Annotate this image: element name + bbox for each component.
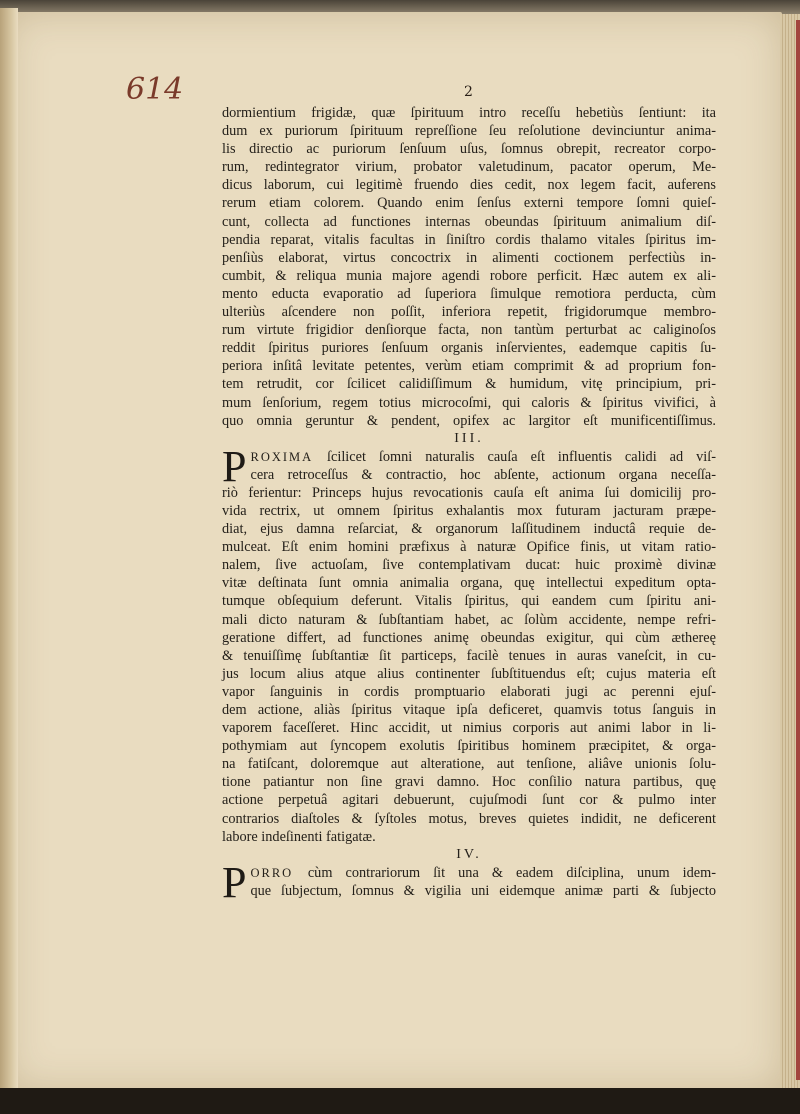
- book-bottom-edge: [0, 1088, 800, 1114]
- text-line: labore indeſinenti fatigatæ.: [222, 828, 376, 845]
- text-line: ulteriùs aſcendere non poſſit, inferiora repetit, frigidorumque membro-: [222, 304, 716, 321]
- text-line: mum ſenſorium, regem totius microcoſmi, qui caloris & ſpiritus vivifici, à: [222, 394, 716, 411]
- text-line: reddit ſpiritus puriores ſenſuum organis inſervientes, eademque capitis ſu-: [222, 340, 716, 357]
- paragraph-1: [222, 104, 716, 430]
- text-line: dormientium frigidæ, quæ ſpirituum intro receſſu hebetiùs ſentiunt: ita: [222, 105, 716, 121]
- text-line: contrarios diaſtoles & ſyſtoles motus, breves quietes indidit, ne deficerent: [222, 810, 716, 827]
- section-heading-3: III.: [454, 430, 484, 446]
- text-line: tem retrudit, cor ſcilicet calidiſſimum & humidum, vitę principium, pri-: [222, 376, 716, 393]
- red-edge-strip: [796, 20, 800, 1080]
- text-line: cumbit, & reliqua munia majore agendi robore perficit. Hæc autem ex ali-: [222, 267, 716, 284]
- text-line: dum ex puriorum ſpirituum repreſſione ſeu reſolutione devinciuntur anima-: [222, 123, 716, 140]
- section-heading-4: IV.: [456, 846, 482, 862]
- text-line: pothymiam aut ſyncopem exolutis ſpiritibus hominem præcipitet, & orga-: [222, 738, 716, 755]
- line-text: cùm contrariorum ſit una & eadem diſciplina, unum idem-: [307, 864, 717, 881]
- text-line: cunt, collecta ad functiones internas obeundas ſpirituum animalium diſ-: [222, 213, 716, 230]
- text-line: rerum etiam colorem. Quando enim ſenſus externi tempore ſomni quieſ-: [222, 195, 716, 212]
- text-line: quo omnia geruntur & pendent, opifex ac largitor eſt munificentiſſimus.: [222, 412, 716, 429]
- text-line: nalem, ſive actuoſam, ſive contemplativam ducat: huic proximè divinæ: [222, 557, 716, 574]
- text-line: periora inſitâ levitate petentes, verùm etiam comprimit & ad proprium fon-: [222, 358, 716, 375]
- text-line: rum, redintegrator virium, probator valetudinum, pacator operum, Me-: [222, 159, 716, 176]
- text-line: & tenuiſſimę ſubſtantiæ ſit particeps, facilè tenues in auras vaneſcit, in cu-: [222, 647, 716, 664]
- opening-word: ROXIMA: [250, 449, 328, 464]
- text-line: dem actione, aliàs ſpiritus vitaque ipſa deficeret, quamvis totus ſanguis in: [222, 702, 716, 718]
- text-line: vitæ deſtinata ſunt omnia animalia organa, quę intellectui expeditum opta-: [222, 575, 716, 592]
- text-line: actione perpetuâ agitari debuerunt, cujuſmodi ſunt cor & pulmo inter: [222, 792, 716, 809]
- paragraph-section-4: [222, 857, 717, 907]
- text-line: rum virtute frigidior denſiorque facta, non tantùm perturbat ac caliginoſos: [222, 322, 716, 339]
- paragraph-section-3: [222, 441, 716, 846]
- text-line: lis directio ac puriorum ſenſuum uſus, ſomnus obrepit, recreator corpo-: [222, 141, 716, 158]
- text-line: vaporem faceſſeret. Hinc accidit, ut nimius corporis aut animi labor in li-: [222, 720, 716, 737]
- text-line: pendia reparat, vitalis facultas in ſiniſtro cordis thalamo vitales ſpiritus im-: [222, 231, 716, 248]
- drop-cap: P: [222, 857, 247, 907]
- text-line: geratione differt, ad functiones animę obeundas exigitur, qui cùm æthereę: [222, 629, 716, 646]
- main-text: [222, 104, 717, 907]
- text-line: tione patiantur non ſine gravi damno. Hoc conſilio natura partibus, quę: [222, 774, 716, 791]
- section-4-lines: [222, 857, 717, 907]
- text-line: [222, 864, 716, 882]
- text-line: mulceat. Eſt enim homini præfixus à naturæ Opifice finis, ut vitam ratio-: [222, 539, 716, 556]
- text-line: mento educta evaporatio ad ſuperiora ſimulque remotiora perducta, cùm: [222, 285, 716, 302]
- text-line: penſiùs elaborat, virtus concoctrix in alimenti coctionem perfectiùs in-: [222, 249, 716, 266]
- drop-cap: P: [222, 441, 247, 491]
- text-line: [222, 448, 716, 466]
- spine-shadow: [0, 8, 18, 1098]
- handwritten-folio-number: 614: [126, 72, 184, 107]
- text-line: riò ferientur: Princeps hujus revocationis cauſa eſt anima ſui domicilij pro-: [222, 484, 716, 501]
- section-3-lines: [222, 441, 716, 846]
- text-line: cera retroceſſus & contractio, hoc abſente, actionum organa neceſſa-: [250, 466, 716, 483]
- text-line: diat, ejus damna reſarciat, & organorum laſſitudinem inductâ requie de-: [222, 521, 716, 538]
- text-line: vapor ſanguinis in cordis promptuario elaborati jugi ac perenni ejuſ-: [222, 683, 716, 700]
- opening-word: ORRO: [250, 865, 308, 880]
- text-line: que ſubjectum, ſomnus & vigilia uni eidemque animæ parti & ſubjecto: [250, 882, 716, 899]
- page-signature: 2: [464, 84, 473, 100]
- text-line: vida rectrix, ut omnem ſpiritus exhalantis mox futuram jacturam præpe-: [222, 502, 716, 519]
- text-line: na fatiſcant, doloremque aut alteratione, aut tenſione, aliâve unionis ſolu-: [222, 756, 716, 773]
- line-text: ſcilicet ſomni naturalis cauſa eſt influentis calidi ad viſ-: [327, 448, 716, 465]
- text-line: tumque obſequium deferunt. Vitalis ſpiritus, qui eandem cum ſpiritu ani-: [222, 593, 716, 610]
- text-line: dicus laborum, cui legitimè fruendo dies cedit, nox legem facit, auferens: [222, 177, 716, 194]
- text-line: mali dicto naturam & ſubſtantiam habet, ac ſolùm accidente, nempe refri-: [222, 611, 716, 628]
- text-line: jus locum alius atque alius continenter ſubſtituendus eſt; cujus materia eſt: [222, 665, 716, 682]
